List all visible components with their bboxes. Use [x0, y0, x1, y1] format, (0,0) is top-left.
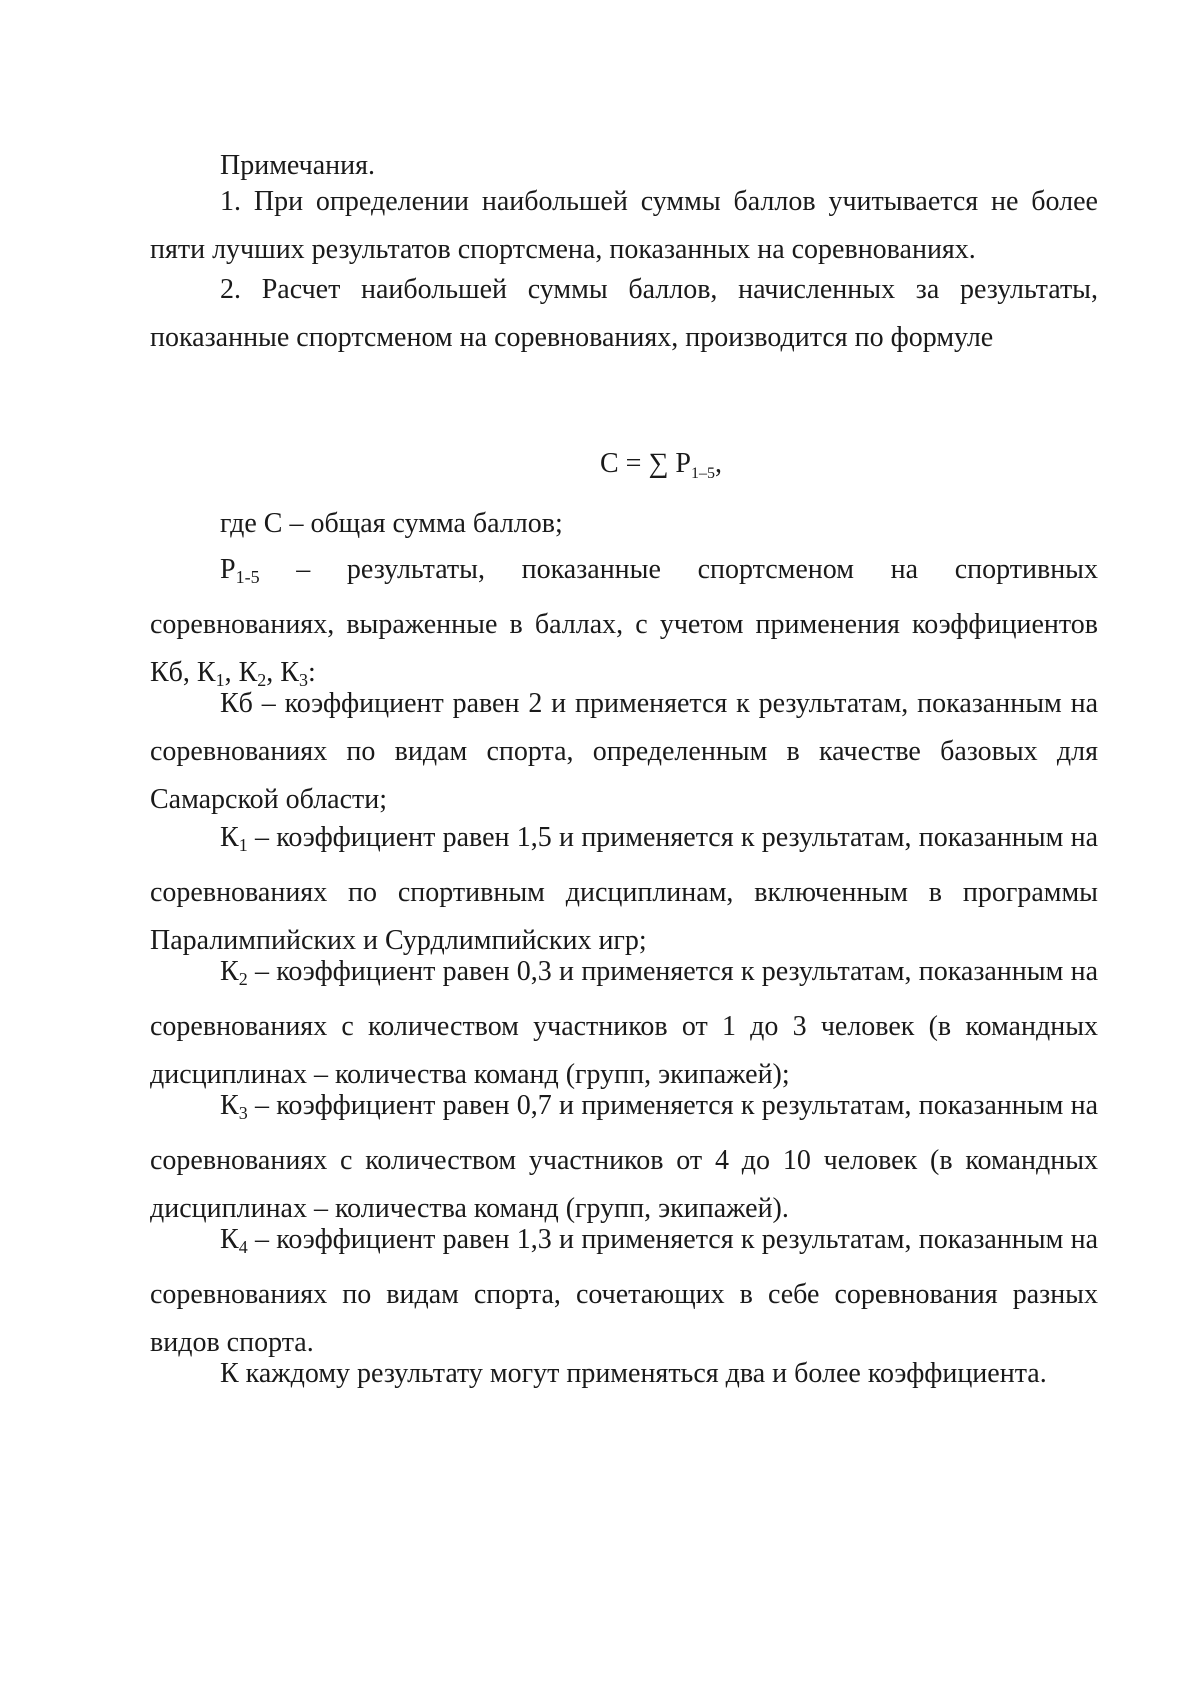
k1-symbol: К	[220, 822, 239, 853]
p-symbol: P	[220, 554, 236, 585]
formula-main: C = ∑ P	[600, 448, 691, 479]
coefficient-k1	[150, 814, 1098, 965]
k4-symbol: К	[220, 1224, 239, 1255]
k1-subscript: 1	[238, 835, 248, 855]
k-list-end: :	[307, 657, 316, 688]
sum-formula	[600, 440, 722, 498]
k-list-sub-1: 1	[215, 670, 225, 690]
coefficient-k3	[150, 1082, 1098, 1233]
definition-c: где C – общая сумма баллов;	[220, 508, 563, 539]
k4-subscript: 4	[238, 1237, 248, 1257]
coefficient-k4	[150, 1216, 1098, 1367]
coefficient-kb: Кб – коэффициент равен 2 и применяется к результатам, показанным на соревнованиях по видам спорта, определенным в качестве базовых для Самарской области;	[150, 688, 1098, 815]
note-item-1: 1. При определении наибольшей суммы баллов учитывается не более пяти лучших результатов спортсмена, показанных на соревнованиях.	[150, 186, 1098, 265]
final-note: К каждому результату могут применяться два и более коэффициента.	[220, 1358, 1047, 1389]
coefficient-k2	[150, 948, 1098, 1099]
p-subscript: 1-5	[235, 567, 260, 587]
note-item-2: 2. Расчет наибольшей суммы баллов, начисленных за результаты, показанные спортсменом на соревнованиях, производится по формуле	[150, 274, 1098, 353]
k-list-sub-2: 2	[257, 670, 267, 690]
formula-subscript: 1–5	[691, 465, 715, 482]
k3-subscript: 3	[238, 1103, 248, 1123]
k-list-sub-3: 3	[298, 670, 308, 690]
k-list-sep-1: , К	[224, 657, 258, 688]
k4-text: – коэффициент равен 1,3 и применяется к результатам, показанным на соревнованиях по видам спорта, сочетающих в себе соревнования разных видов спорта.	[150, 1224, 1098, 1358]
k3-symbol: К	[220, 1090, 239, 1121]
k1-text: – коэффициент равен 1,5 и применяется к результатам, показанным на соревнованиях по спортивным дисциплинам, включенным в программы Паралимпийских и Сурдлимпийских игр;	[150, 822, 1098, 956]
p-text: – результаты, показанные спортсменом на спортивных соревнованиях, выраженные в баллах, с учетом применения коэффициентов Кб, К	[150, 554, 1098, 688]
k3-text: – коэффициент равен 0,7 и применяется к результатам, показанным на соревнованиях с количеством участников от 4 до 10 человек (в командных дисциплинах – количества команд (групп, экипажей).	[150, 1090, 1098, 1224]
k2-subscript: 2	[238, 969, 248, 989]
formula-end: ,	[715, 448, 722, 479]
k2-text: – коэффициент равен 0,3 и применяется к результатам, показанным на соревнованиях с количеством участников от 1 до 3 человек (в командных дисциплинах – количества команд (групп, экипажей);	[150, 956, 1098, 1090]
notes-heading: Примечания.	[220, 150, 376, 181]
k-list-sep-2: , К	[266, 657, 299, 688]
k2-symbol: К	[220, 956, 239, 987]
